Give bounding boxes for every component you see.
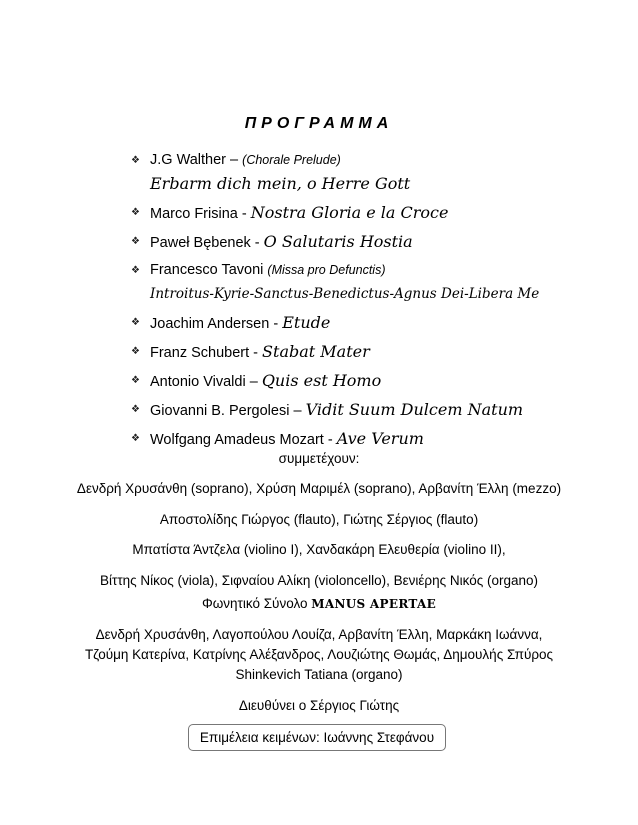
composer: Francesco Tavoni	[150, 262, 264, 278]
composer: J.G Walther	[150, 152, 227, 168]
work-title: Etude	[282, 313, 331, 332]
page-title: ΠΡΟΓΡΑΜΜΑ	[244, 115, 394, 132]
work-title: Ave Verum	[336, 429, 424, 448]
program-item	[131, 371, 611, 392]
program-list	[131, 151, 611, 458]
diamond-bullet-icon: ❖	[131, 433, 140, 444]
program-item	[131, 203, 611, 224]
separator: -	[253, 345, 259, 361]
program-item	[131, 429, 611, 450]
composer: Giovanni B. Pergolesi	[150, 403, 290, 419]
participants-heading: συμμετέχουν:	[278, 451, 360, 466]
work-title: Introitus-Kyrie-Sanctus-Benedictus-Agnus Dei-Libera Me	[150, 286, 540, 302]
composer: Antonio Vivaldi	[150, 374, 246, 390]
work-title: Stabat Mater	[262, 342, 370, 361]
participants-strings-organ: Βίττης Νίκος (viola), Σιφναίου Αλίκη (violoncello), Βενιέρης Νικός (organo)	[100, 573, 538, 588]
work-title: Vidit Suum Dulcem Natum	[305, 400, 524, 419]
diamond-bullet-icon: ❖	[131, 317, 140, 328]
participants-singers: Δενδρή Χρυσάνθη (soprano), Χρύση Μαριμέλ (soprano), Αρβανίτη Έλλη (mezzo)	[76, 481, 562, 496]
work-title: O Salutaris Hostia	[263, 232, 413, 251]
diamond-bullet-icon: ❖	[131, 404, 140, 415]
program-item	[131, 261, 611, 305]
separator: -	[254, 235, 260, 251]
participants-violins: Μπατίστα Άντζελα (violino I), Χανδακάρη Ελευθερία (violino II),	[132, 542, 506, 557]
separator: –	[230, 152, 239, 168]
program-item	[131, 151, 611, 195]
ensemble-members-3: Shinkevich Tatiana (organo)	[235, 667, 403, 682]
work-title: Nostra Gloria e la Croce	[250, 203, 449, 222]
composer: Marco Frisina	[150, 206, 238, 222]
work-note: (Chorale Prelude)	[242, 153, 341, 167]
ensemble-prefix: Φωνητικό Σύνολο	[201, 596, 308, 611]
composer: Joachim Andersen	[150, 316, 270, 332]
conductor: Διευθύνει ο Σέργιος Γιώτης	[238, 698, 400, 713]
composer: Franz Schubert	[150, 345, 250, 361]
editing-credit-box	[188, 724, 446, 751]
program-item	[131, 232, 611, 253]
separator: –	[249, 374, 258, 390]
diamond-bullet-icon: ❖	[131, 236, 140, 247]
separator: -	[241, 206, 247, 222]
separator: -	[327, 432, 333, 448]
program-item	[131, 342, 611, 363]
composer: Paweł Bębenek	[150, 235, 251, 251]
diamond-bullet-icon: ❖	[131, 207, 140, 218]
separator: -	[273, 316, 279, 332]
diamond-bullet-icon: ❖	[131, 265, 140, 276]
ensemble-name: MANUS APERTAE	[311, 597, 437, 611]
editing-credit: Επιμέλεια κειμένων: Ιωάννης Στεφάνου	[199, 730, 435, 745]
ensemble-line	[0, 595, 638, 613]
ensemble-members-1: Δενδρή Χρυσάνθη, Λαγοπούλου Λουίζα, Αρβανίτη Έλλη, Μαρκάκη Ιωάννα,	[95, 627, 543, 642]
separator: –	[293, 403, 302, 419]
participants-flutes: Αποστολίδης Γιώργος (flauto), Γιώτης Σέργιος (flauto)	[159, 512, 479, 527]
ensemble-members-2: Τζούμη Κατερίνα, Κατρίνης Αλέξανδρος, Λουζιώτης Θωμάς, Δημουλής Σπύρος	[84, 647, 554, 662]
composer: Wolfgang Amadeus Mozart	[150, 432, 324, 448]
work-title: Quis est Homo	[261, 371, 382, 390]
work-note: (Missa pro Defunctis)	[267, 263, 386, 277]
program-item	[131, 400, 611, 421]
diamond-bullet-icon: ❖	[131, 375, 140, 386]
diamond-bullet-icon: ❖	[131, 155, 140, 166]
diamond-bullet-icon: ❖	[131, 346, 140, 357]
work-title: Erbarm dich mein, o Herre Gott	[150, 174, 411, 193]
program-item	[131, 313, 611, 334]
